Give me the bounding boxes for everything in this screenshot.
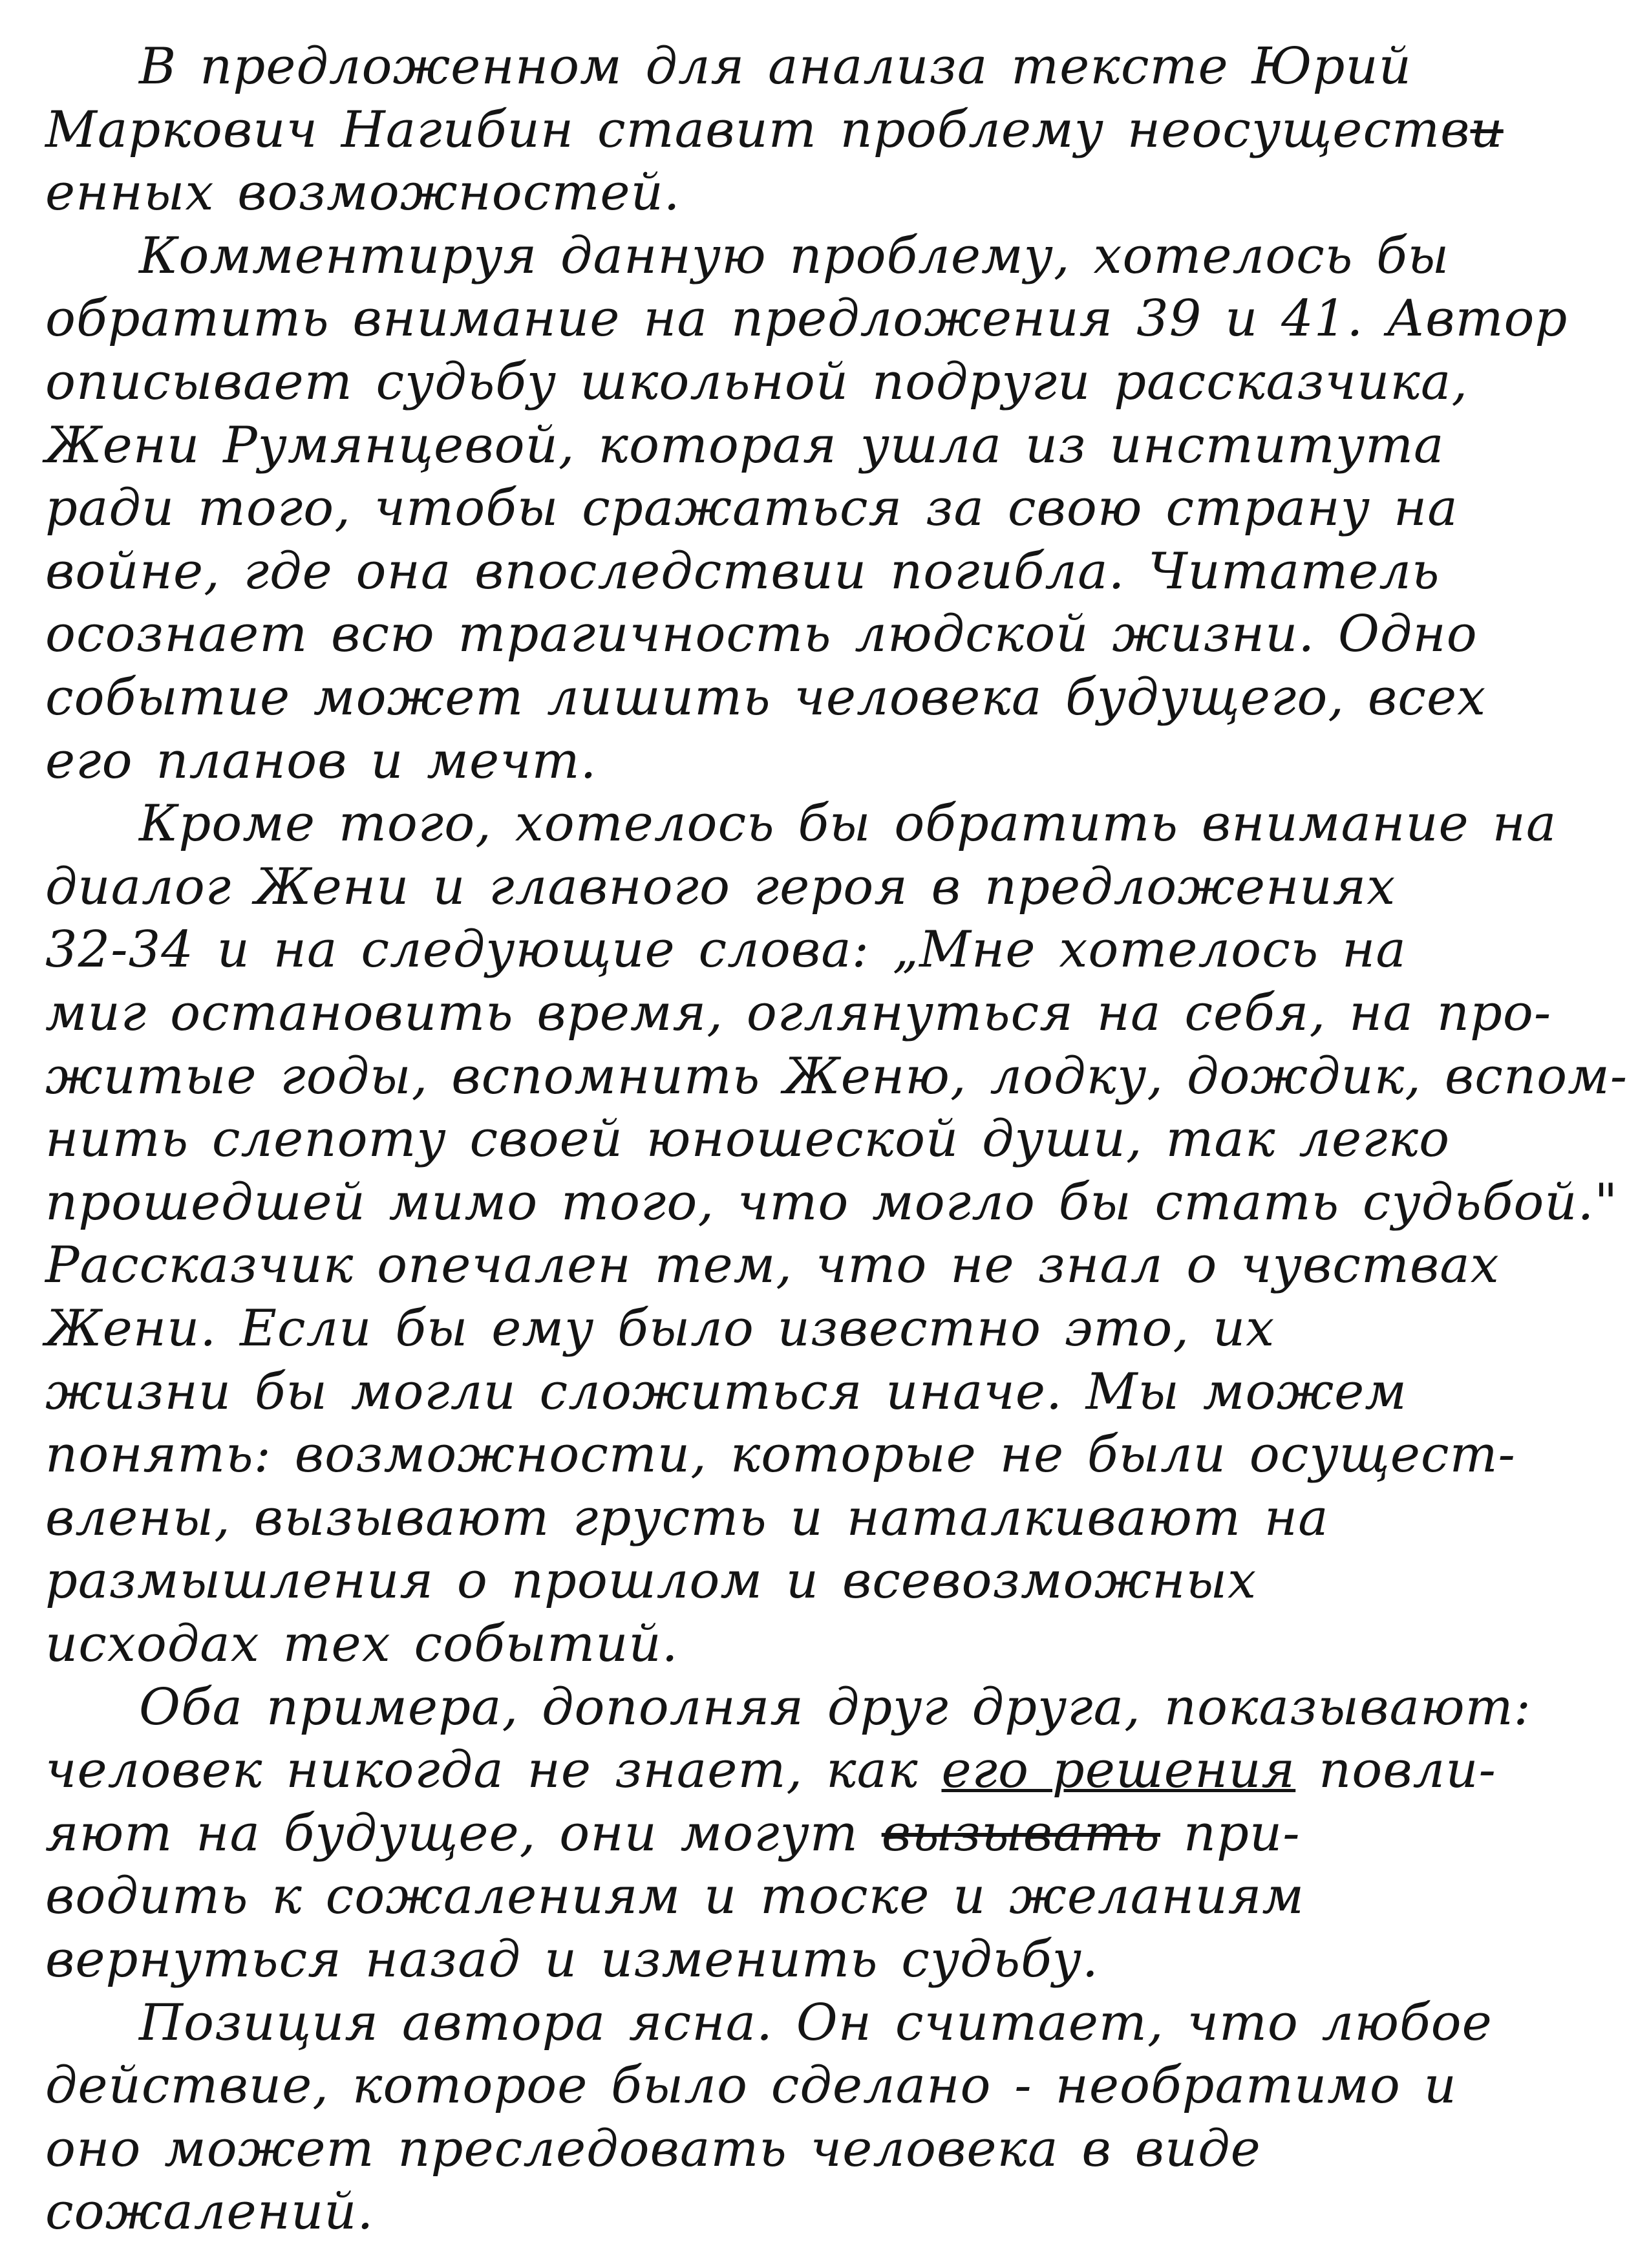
text-line xyxy=(45,1356,1603,1428)
text-line xyxy=(139,1672,1603,1743)
text-line-content xyxy=(45,1489,1329,1547)
line-text: понять: возможности, которые не были осущест- xyxy=(45,1426,1516,1484)
line-text: Оба примера, дополняя друг друга, показывают: xyxy=(139,1678,1531,1737)
line-text: диалог Жени и главного героя в предложениях xyxy=(45,858,1396,916)
line-text: Жени. Если бы ему было известно это, их xyxy=(45,1300,1275,1358)
text-line xyxy=(45,1041,1628,1112)
line-text: В предложенном для анализа тексте Юрий xyxy=(139,37,1412,96)
line-text: описывает судьбу школьной подруги рассказчика, xyxy=(45,353,1469,411)
line-text: енных возможностей. xyxy=(45,164,681,222)
text-line xyxy=(45,662,1603,733)
text-line-content xyxy=(45,921,1407,979)
line-text: его планов и мечт. xyxy=(45,732,597,790)
text-line xyxy=(139,31,1603,102)
text-line-content xyxy=(45,1931,1099,1989)
line-text: действие, которое было сделано - необратимо и xyxy=(45,2057,1457,2115)
text-line-content xyxy=(45,1110,1450,1168)
text-line-content xyxy=(139,795,1557,853)
text-line xyxy=(45,410,1603,481)
text-line xyxy=(45,978,1603,1049)
text-line xyxy=(45,1167,1619,1238)
text-line xyxy=(45,1104,1603,1175)
text-line xyxy=(45,725,1603,797)
text-line-content xyxy=(45,416,1445,475)
underlined-words: его решения xyxy=(941,1741,1296,1799)
text-line xyxy=(45,1924,1603,1995)
text-line xyxy=(45,157,1603,228)
text-line-content xyxy=(45,479,1458,537)
line-text: человек никогда не знает, как xyxy=(45,1741,942,1799)
text-line-content xyxy=(45,984,1551,1042)
text-line-content xyxy=(45,2183,374,2241)
line-text: житые годы, вспомнить Женю, лодку, дождик, вспом- xyxy=(45,1047,1628,1106)
text-line xyxy=(45,347,1603,418)
text-line-content xyxy=(139,1678,1531,1737)
text-line xyxy=(139,788,1603,859)
text-line xyxy=(45,2176,1603,2247)
text-line-content xyxy=(45,1867,1304,1925)
text-line-content xyxy=(139,1994,1493,2052)
text-line xyxy=(45,1609,1603,1680)
line-text: водить к сожалениям и тоске и желаниям xyxy=(45,1867,1305,1925)
line-text: повли- xyxy=(1295,1741,1496,1799)
text-line-content xyxy=(45,1804,1301,1863)
line-text: вернуться назад и изменить судьбу. xyxy=(45,1931,1099,1989)
crossed-out-word: вызывать xyxy=(881,1804,1161,1863)
text-line-content xyxy=(45,542,1440,601)
line-text: Кроме того, хотелось бы обратить внимание на xyxy=(139,795,1557,853)
text-line xyxy=(45,1545,1603,1616)
line-text: прошедшей мимо того, что могло бы стать судьбой." xyxy=(45,1173,1619,1232)
line-text: размышления о прошлом и всевозможных xyxy=(45,1552,1257,1610)
line-text: осознает всю трагичность людской жизни. Одно xyxy=(45,605,1478,663)
text-line-content xyxy=(45,1173,1618,1232)
line-text: обратить внимание на предложения 39 и 41. Автор xyxy=(45,290,1568,348)
text-line xyxy=(45,1419,1603,1490)
text-line xyxy=(139,220,1603,292)
text-line-content xyxy=(45,732,597,790)
text-line-content xyxy=(45,1552,1257,1610)
text-line xyxy=(45,851,1603,923)
text-line-content xyxy=(45,101,1504,159)
text-line-content xyxy=(45,858,1396,916)
line-text: при- xyxy=(1160,1804,1301,1863)
line-text: влены, вызывают грусть и наталкивают на xyxy=(45,1489,1329,1547)
line-text: 32-34 и на следующие слова: „Мне хотелось на xyxy=(45,921,1407,979)
text-line-content xyxy=(45,1300,1275,1358)
text-line xyxy=(139,1987,1603,2059)
text-line xyxy=(45,1861,1603,1932)
text-line-content xyxy=(45,2120,1261,2178)
line-text: событие может лишить человека будущего, всех xyxy=(45,669,1487,727)
text-line xyxy=(45,1293,1603,1364)
text-line-content xyxy=(45,2057,1457,2115)
text-line xyxy=(45,914,1603,985)
text-line-content xyxy=(45,1363,1407,1421)
line-text: оно может преследовать человека в виде xyxy=(45,2120,1261,2178)
line-text: Жени Румянцевой, которая ушла из института xyxy=(45,416,1445,475)
line-text: нить слепоту своей юношеской души, так легко xyxy=(45,1110,1451,1168)
line-text: яют на будущее, они могут xyxy=(45,1804,882,1863)
text-line-content xyxy=(45,164,681,222)
text-line-content xyxy=(45,1741,1496,1799)
line-text: сожалений. xyxy=(45,2183,374,2241)
text-line-content xyxy=(139,227,1449,285)
text-line xyxy=(45,473,1603,544)
text-line-content xyxy=(45,669,1486,727)
text-line xyxy=(45,1230,1603,1301)
text-line xyxy=(45,2050,1603,2121)
line-text: жизни бы могли сложиться иначе. Мы можем xyxy=(45,1363,1407,1421)
text-line xyxy=(45,283,1603,354)
text-line xyxy=(45,2113,1603,2185)
text-line xyxy=(45,1482,1603,1554)
text-line xyxy=(45,1735,1603,1806)
text-line xyxy=(45,1798,1603,1869)
text-line xyxy=(45,536,1603,607)
line-text: ради того, чтобы сражаться за свою страну на xyxy=(45,479,1458,537)
text-line xyxy=(45,94,1603,166)
text-line-content xyxy=(45,1236,1500,1294)
text-line-content xyxy=(45,353,1468,411)
line-text: Позиция автора ясна. Он считает, что любое xyxy=(139,1994,1493,2052)
text-line-content xyxy=(139,37,1412,96)
line-text: Рассказчик опечален тем, что не знал о чувствах xyxy=(45,1236,1500,1294)
line-text: исходах тех событий. xyxy=(45,1615,679,1673)
text-line xyxy=(45,599,1603,670)
text-line-content xyxy=(45,1047,1628,1106)
line-text: Маркович Нагибин ставит проблему неосуществ xyxy=(45,101,1471,159)
text-line-content xyxy=(45,605,1478,663)
line-text: миг остановить время, оглянуться на себя, на про- xyxy=(45,984,1552,1042)
text-line-content xyxy=(45,1426,1516,1484)
crossed-out-word: и xyxy=(1470,101,1504,159)
line-text: войне, где она впоследствии погибла. Читатель xyxy=(45,542,1440,601)
text-line-content xyxy=(45,1615,679,1673)
text-line-content xyxy=(45,290,1568,348)
line-text: Комментируя данную проблему, хотелось бы xyxy=(139,227,1450,285)
